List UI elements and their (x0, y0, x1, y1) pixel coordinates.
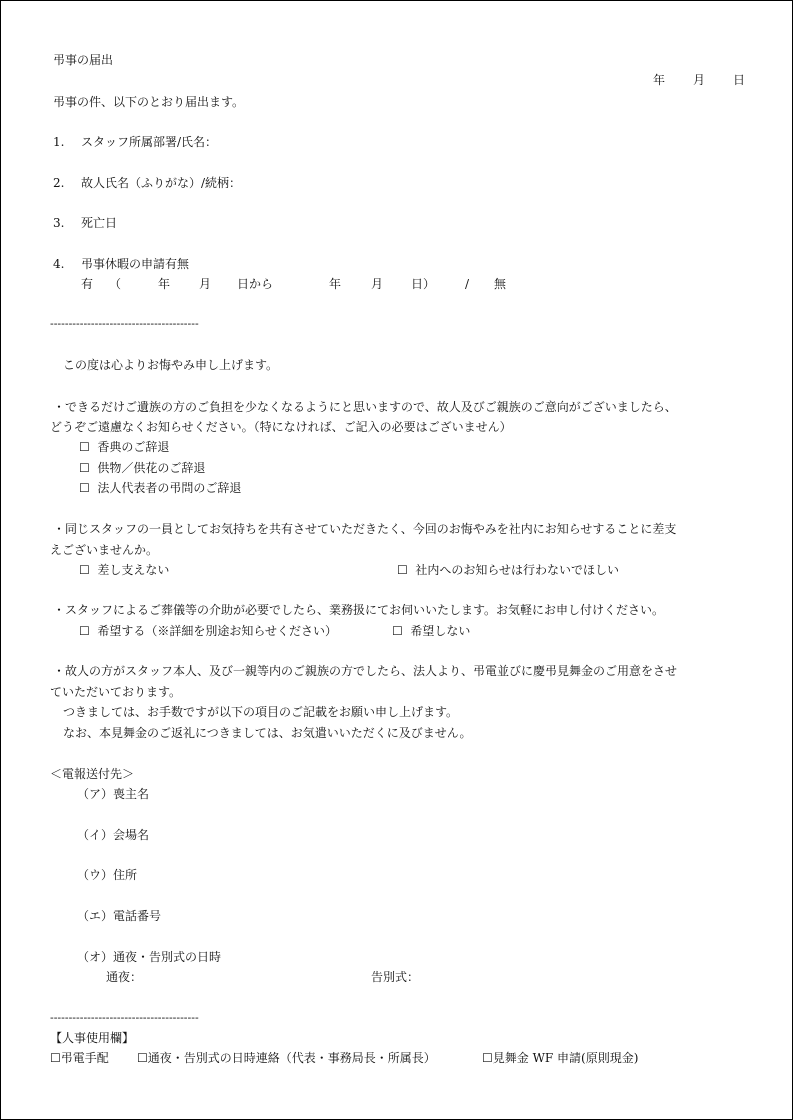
checkbox-icon[interactable]: ☐ (79, 563, 90, 577)
section4-line3: つきましては、お手数ですが以下の項目のご記載をお願い申し上げます。 (63, 705, 459, 719)
divider-top: ---------------------------------------- (50, 317, 199, 330)
checkbox-icon[interactable]: ☐ (137, 1051, 148, 1065)
section1-line2: どうぞご遠慮なくお知らせください。（特になければ、ご記入の必要はございません） (50, 420, 512, 434)
field-venue: （イ）会場名 (77, 828, 150, 842)
checkbox-icon[interactable]: ☐ (79, 461, 90, 475)
field-schedule: （オ）通夜・告別式の日時 (77, 950, 222, 964)
item-staff: 1. スタッフ所属部署/氏名： (53, 135, 218, 149)
section4-line4: なお、本見舞金のご返礼につきましては、お気遣いいただくに及びません。 (63, 726, 472, 740)
leave-no: 無 (494, 277, 507, 291)
checkbox-icon[interactable]: ☐ (79, 624, 90, 638)
date-year: 年 (653, 73, 666, 87)
option-want-help[interactable]: ☐ 希望する（※詳細を別途お知らせください） (79, 624, 338, 638)
hr-check-schedule[interactable]: ☐通夜・告別式の日時連絡（代表・事務局長・所属長） (137, 1051, 436, 1065)
date-month: 月 (693, 73, 706, 87)
checkbox-icon[interactable]: ☐ (397, 563, 408, 577)
leave-month2: 月 (371, 277, 384, 291)
leave-month1: 月 (199, 277, 212, 291)
divider-bottom: ---------------------------------------- (50, 1011, 199, 1024)
doc-title: 弔事の届出 (53, 53, 114, 67)
field-phone: （エ）電話番号 (77, 909, 162, 923)
option-decline-koden[interactable]: ☐ 香典のご辞退 (79, 440, 170, 454)
field-address: （ウ）住所 (77, 868, 138, 882)
telegram-header: ＜電報送付先＞ (50, 767, 135, 781)
leave-year2: 年 (329, 277, 342, 291)
checkbox-icon[interactable]: ☐ (482, 1051, 493, 1065)
section4-line2: ていただいております。 (50, 685, 182, 699)
funeral-label: 告別式： (371, 970, 420, 984)
field-chief-mourner: （ア）喪主名 (77, 787, 150, 801)
section3-line1: ・スタッフによるご葬儀等の介助が必要でしたら、業務扱にてお伺いいたします。お気軽にお申し付けください。 (53, 603, 665, 617)
date-day: 日 (733, 73, 746, 87)
section1-line1: ・できるだけご遺族の方のご負担を少なくなるようにと思いますので、故人及びご親族のご意向がございましたら、 (53, 400, 677, 414)
hr-header: 【人事使用欄】 (50, 1031, 135, 1045)
option-ok-to-share[interactable]: ☐ 差し支えない (79, 563, 170, 577)
checkbox-icon[interactable]: ☐ (392, 624, 403, 638)
leave-to: 日） (411, 277, 436, 291)
option-decline-offerings[interactable]: ☐ 供物／供花のご辞退 (79, 461, 206, 475)
option-no-help[interactable]: ☐ 希望しない (392, 624, 471, 638)
section2-line2: えございませんか。 (50, 543, 159, 557)
item-deceased: 2. 故人氏名（ふりがな）/続柄： (53, 176, 242, 190)
item-leave: 4. 弔事休暇の申請有無 (53, 257, 190, 271)
wake-label: 通夜： (106, 970, 143, 984)
item-death-date: 3. 死亡日 (53, 216, 118, 230)
section4-line1: ・故人の方がスタッフ本人、及び一親等内のご親族の方でしたら、法人より、弔電並びに慶弔見舞金のご用意をさせ (53, 664, 678, 678)
option-no-share[interactable]: ☐ 社内へのお知らせは行わないでほしい (397, 563, 620, 577)
section2-line1: ・同じスタッフの一員としてお気持ちを共有させていただきたく、今回のお悔やみを社内にお知らせすることに差支 (53, 522, 677, 536)
leave-slash: / (465, 277, 470, 291)
leave-from: 日から (237, 277, 274, 291)
checkbox-icon[interactable]: ☐ (79, 481, 90, 495)
hr-check-allowance[interactable]: ☐見舞金 WF 申請(原則現金) (482, 1051, 639, 1065)
option-decline-visit[interactable]: ☐ 法人代表者の弔問のご辞退 (79, 481, 242, 495)
hr-check-telegram[interactable]: ☐弔電手配 (50, 1051, 109, 1065)
checkbox-icon[interactable]: ☐ (79, 440, 90, 454)
leave-paren-open: （ (109, 277, 122, 291)
condolence-text: この度は心よりお悔やみ申し上げます。 (63, 358, 279, 372)
intro-text: 弔事の件、以下のとおり届出ます。 (53, 95, 245, 109)
checkbox-icon[interactable]: ☐ (50, 1051, 61, 1065)
leave-year1: 年 (158, 277, 171, 291)
leave-yes: 有 (81, 277, 94, 291)
